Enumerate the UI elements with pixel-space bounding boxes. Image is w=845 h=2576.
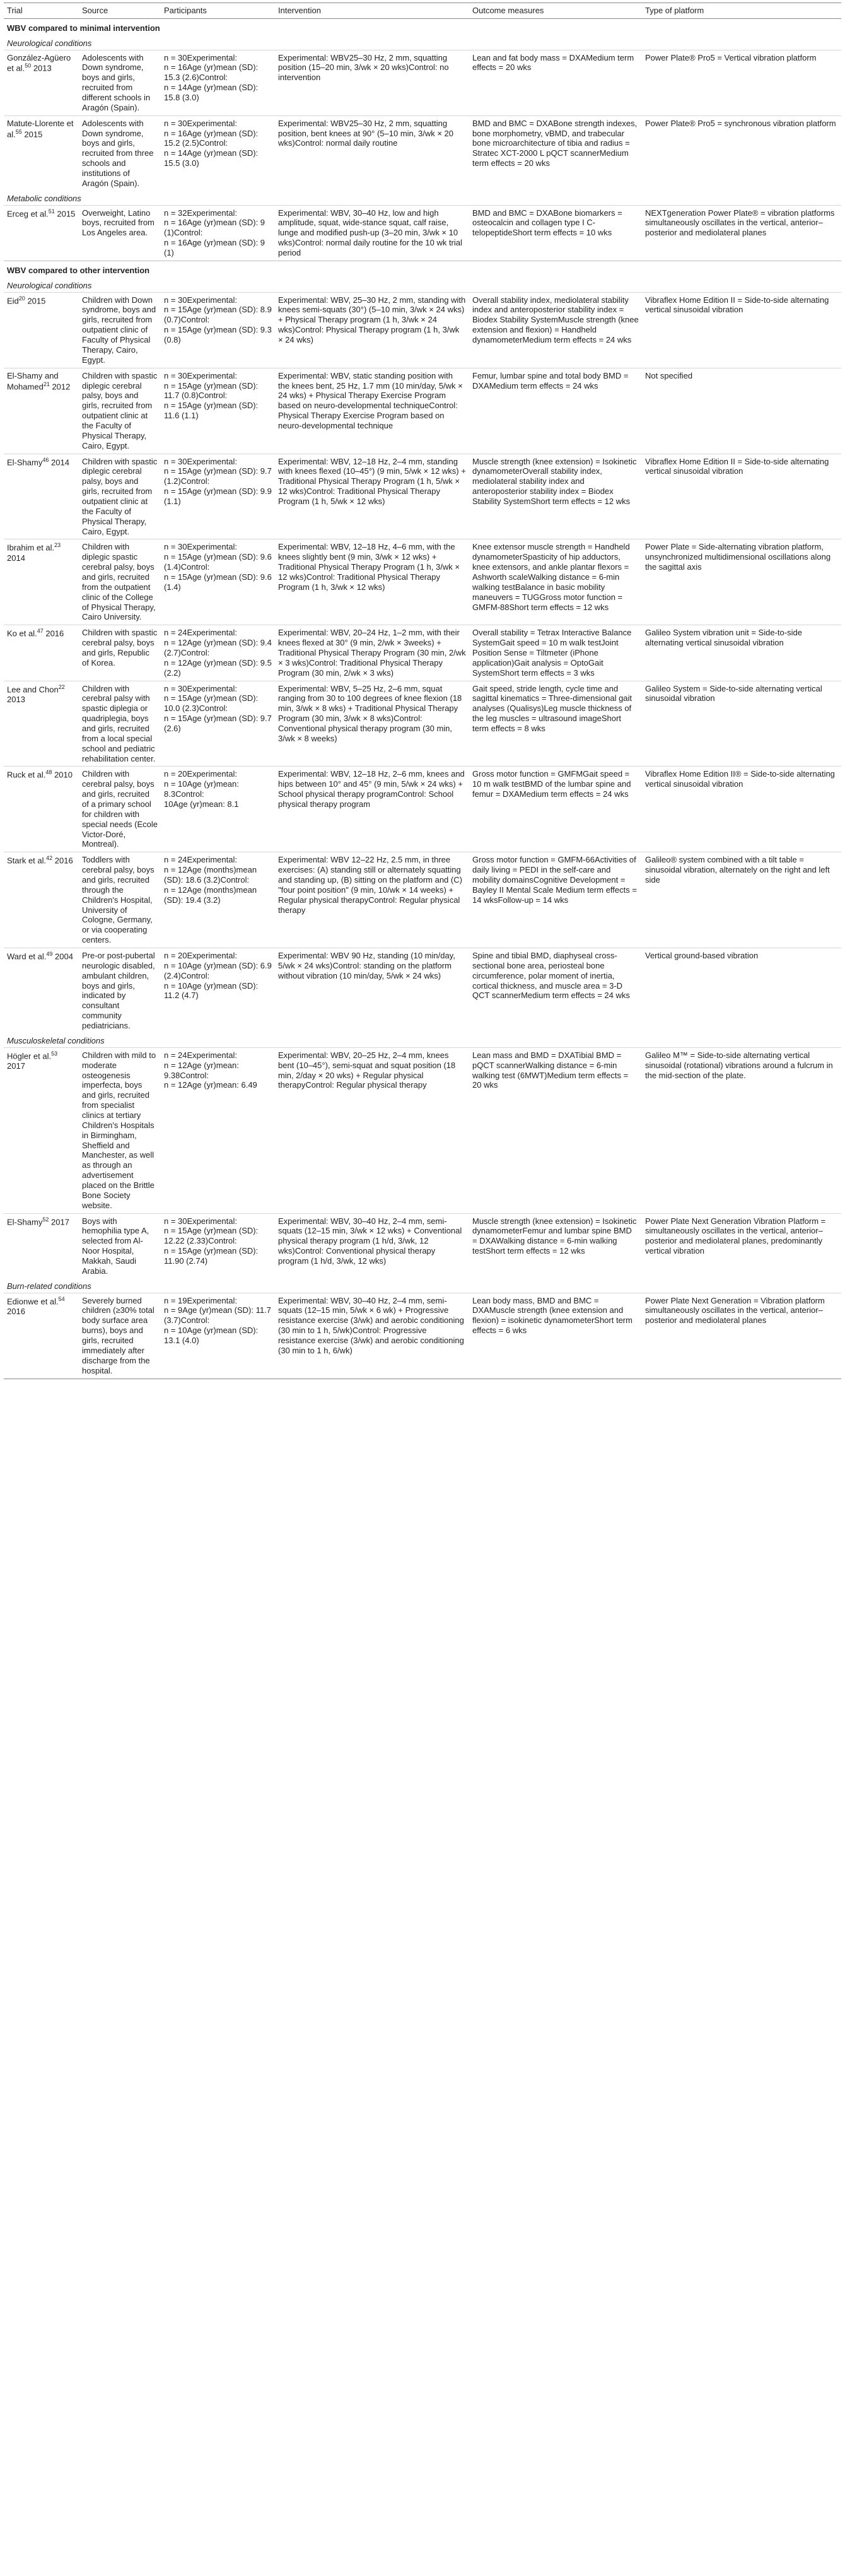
cell-outcome-measures: Lean mass and BMD = DXATibial BMD = pQCT scannerWalking distance = 6-min walking test (6MWT)Medium term effects = 20 wks	[469, 1047, 642, 1213]
trial-year: 2014	[51, 457, 69, 467]
cell-outcome-measures: Muscle strength (knee extension) = Isokinetic dynamometerOverall stability index, mediolateral stability index and anteroposterior stability index = Biodex Stability SystemShort term effects = 12 wks	[469, 454, 642, 539]
subgroup-heading-row	[4, 278, 841, 292]
participants-line: n = 15Age (yr)mean (SD): 9.3 (0.8)	[164, 325, 272, 345]
header-outcome-measures: Outcome measures	[469, 3, 642, 19]
cell-platform: Not specified	[642, 368, 841, 454]
trial-name: El-Shamy	[7, 457, 43, 467]
trial-year: 2013	[33, 63, 52, 73]
cell-platform: Power Plate® Pro5 = Vertical vibration platform	[642, 50, 841, 115]
cell-platform: Power Plate® Pro5 = synchronous vibration platform	[642, 115, 841, 191]
cell-trial	[4, 625, 79, 681]
trial-name: Ko et al.	[7, 628, 37, 638]
trial-name: Eid	[7, 295, 19, 305]
cell-outcome-measures: Lean body mass, BMD and BMC = DXAMuscle strength (knee extension and flexion) = isokinetic dynamometerShort term effects = 6 wks	[469, 1293, 642, 1378]
participants-line: n = 10Age (yr)mean (SD): 13.1 (4.0)	[164, 1326, 259, 1345]
participants-line: n = 24Experimental:	[164, 855, 237, 865]
trial-reference: 22	[58, 683, 65, 690]
cell-intervention: Experimental: WBV 90 Hz, standing (10 min/day, 5/wk × 24 wks)Control: standing on the platform without vibration (10 min/day, 5/wk × 24 wks)	[275, 948, 469, 1033]
cell-outcome-measures: BMD and BMC = DXABone biomarkers = osteocalcin and collagen type I C-telopeptideShort term effects = 10 wks	[469, 205, 642, 261]
cell-outcome-measures: BMD and BMC = DXABone strength indexes, bone morphometry, vBMD, and trabecular bone microarchitecture of tibia and radius = Stratec XCT-2000 L pQCT scannerMedium term effects = 20 wks	[469, 115, 642, 191]
subgroup-heading-row	[4, 1279, 841, 1293]
cell-participants	[161, 50, 275, 115]
trial-year: 2014	[7, 553, 25, 563]
cell-intervention: Experimental: WBV, 20–24 Hz, 1–2 mm, with their knees flexed at 30° (9 min, 2/wk × 3weeks) + Traditional Physical Therapy Program (30 min, 2/wk × 3 wks)Control: Traditional Physical Therapy Program (30 min, 2/wk × 3 wks)	[275, 625, 469, 681]
cell-outcome-measures: Spine and tibial BMD, diaphyseal cross-sectional bone area, periosteal bone circumference, polar moment of inertia, cortical thickness, and muscle area = 3-D QCT scannerMedium term effects = 24 wks	[469, 948, 642, 1033]
cell-outcome-measures: Knee extensor muscle strength = Handheld dynamometerSpasticity of hip adductors, knee extensors, and ankle plantar flexors = Ashworth scaleWalking distance = 6-min walking testBalance in basic mobility maneuvers = TUGGross motor function = GMFM-88Short term effects = 12 wks	[469, 539, 642, 625]
cell-source: Children with spastic diplegic cerebral palsy, boys and girls, recruited from outpatient clinic at the Faculty of Physical Therapy, Cairo, Egypt.	[79, 368, 161, 454]
header-participants: Participants	[161, 3, 275, 19]
subgroup-heading-row	[4, 191, 841, 205]
participants-line: n = 14Age (yr)mean (SD): 15.8 (3.0)	[164, 83, 259, 103]
participants-line: n = 30Experimental:	[164, 370, 237, 380]
cell-outcome-measures: Gross motor function = GMFM-66Activities of daily living = PEDI in the self-care and mobility domainsCognitive Development = Bayley II Mental Scale Medium term effects = 14 wksFollow-up = 14 wks	[469, 852, 642, 948]
cell-intervention: Experimental: WBV25–30 Hz, 2 mm, squatting position, bent knees at 90° (5–10 min, 3/wk × 20 wks)Control: normal daily routine	[275, 115, 469, 191]
trial-year: 2015	[24, 129, 43, 139]
participants-line: n = 16Age (yr)mean (SD): 15.3 (2.6)Control:	[164, 62, 259, 83]
cell-trial	[4, 539, 79, 625]
cell-platform: Vibraflex Home Edition II = Side-to-side alternating vertical sinusoidal vibration	[642, 454, 841, 539]
participants-line: n = 10Age (yr)mean (SD): 11.2 (4.7)	[164, 980, 259, 1001]
cell-platform: Power Plate = Side-alternating vibration platform, unsynchronized multidimensional oscillations along the sagittal axis	[642, 539, 841, 625]
trial-year: 2012	[52, 381, 71, 391]
participants-line: n = 16Age (yr)mean (SD): 9 (1)	[164, 238, 265, 258]
cell-participants	[161, 205, 275, 261]
cell-intervention: Experimental: WBV, 30–40 Hz, 2–4 mm, semi-squats (12–15 min, 3/wk × 12 wks) + Conventional physical therapy program (1 h/d, 3/wk, 12 wks)Control: Conventional physical therapy program (1 h/d, 3/wk, 12 wks)	[275, 1213, 469, 1279]
trial-name: Högler et al.	[7, 1051, 52, 1061]
trial-reference: 54	[58, 1295, 65, 1302]
trial-reference: 49	[46, 951, 53, 958]
cell-intervention: Experimental: WBV, static standing position with the knees bent, 25 Hz, 1.7 mm (10 min/day, 5/wk × 24 wks) + Physical Therapy Exercise Program based on neuro-developmental techniqueControl: Physical Therapy Exercise Program based on neuro-developmental technique	[275, 368, 469, 454]
cell-platform: Vibraflex Home Edition II® = Side-to-side alternating vertical sinusoidal vibration	[642, 767, 841, 852]
trial-year: 2016	[54, 856, 73, 866]
table-row	[4, 767, 841, 852]
cell-participants	[161, 115, 275, 191]
cell-trial	[4, 454, 79, 539]
subgroup-heading: Metabolic conditions	[7, 193, 81, 203]
participants-line: n = 15Age (yr)mean (SD): 9.6 (1.4)Control:	[164, 552, 272, 572]
participants-line: n = 30Experimental:	[164, 542, 237, 552]
table-body	[4, 18, 841, 1378]
trial-year: 2016	[7, 1306, 25, 1316]
cell-intervention: Experimental: WBV, 5–25 Hz, 2–6 mm, squat ranging from 30 to 100 degrees of knee flexion (18 min, 3/wk × 8 wks) + Traditional Physical Therapy Program (30 min, 3/wk × 8 wks)Control: Conventional physical therapy program (30 min, 3/wk × 8 weeks)	[275, 681, 469, 767]
cell-trial	[4, 852, 79, 948]
table-row	[4, 115, 841, 191]
participants-line: n = 12Age (yr)mean: 9.38Control:	[164, 1060, 239, 1080]
participants-line: n = 9Age (yr)mean (SD): 11.7 (3.7)Control:	[164, 1305, 271, 1326]
header-source: Source	[79, 3, 161, 19]
participants-line: n = 20Experimental:	[164, 951, 237, 961]
trial-year: 2004	[55, 951, 73, 962]
table-header	[4, 3, 841, 19]
cell-participants	[161, 1213, 275, 1279]
cell-participants	[161, 625, 275, 681]
participants-line: n = 16Age (yr)mean (SD): 9 (1)Control:	[164, 218, 265, 238]
cell-trial	[4, 767, 79, 852]
table-row	[4, 539, 841, 625]
cell-trial	[4, 115, 79, 191]
cell-outcome-measures: Gross motor function = GMFMGait speed = 10 m walk testBMD of the lumbar spine and femur = DXAMedium term effects = 24 wks	[469, 767, 642, 852]
participants-line: n = 12Age (yr)mean (SD): 9.5 (2.2)	[164, 657, 272, 678]
cell-source: Pre-or post-pubertal neurologic disabled, ambulant children, boys and girls, indicated by consultant community pediatricians.	[79, 948, 161, 1033]
trial-reference: 50	[25, 62, 32, 69]
trial-name: Lee and Chon	[7, 684, 59, 694]
group-heading-row	[4, 18, 841, 35]
cell-participants	[161, 681, 275, 767]
cell-outcome-measures: Femur, lumbar spine and total body BMD = DXAMedium term effects = 24 wks	[469, 368, 642, 454]
cell-source: Adolescents with Down syndrome, boys and girls, recruited from different schools in Aragón (Spain).	[79, 50, 161, 115]
trial-name: Stark et al.	[7, 856, 47, 866]
participants-line: n = 30Experimental:	[164, 118, 237, 128]
cell-trial	[4, 681, 79, 767]
participants-line: n = 15Age (yr)mean (SD): 12.22 (2.33)Control:	[164, 1226, 259, 1246]
cell-trial	[4, 50, 79, 115]
cell-outcome-measures: Muscle strength (knee extension) = Isokinetic dynamometerFemur and lumbar spine BMD = DXAWalking distance = 6-min walking testShort term effects = 12 wks	[469, 1213, 642, 1279]
group-heading-row	[4, 261, 841, 278]
participants-line: n = 30Experimental:	[164, 683, 237, 693]
trial-reference: 23	[54, 542, 61, 549]
cell-trial	[4, 205, 79, 261]
trial-name: Matute-Llorente et al.	[7, 118, 74, 139]
table-bottom-rule	[4, 1378, 841, 1379]
cell-platform: Vibraflex Home Edition II = Side-to-side alternating vertical sinusoidal vibration	[642, 292, 841, 368]
cell-intervention: Experimental: WBV, 12–18 Hz, 2–4 mm, standing with knees flexed (10–45°) (9 min, 5/wk × 12 wks) + Traditional Physical Therapy Program (1 h, 5/wk × 12 wks)Control: Traditional Physical Therapy Program (1 h, 5/wk × 12 wks)	[275, 454, 469, 539]
table-row	[4, 948, 841, 1033]
cell-source: Severely burned children (≥30% total body surface area burns), boys and girls, recruited immediately after discharge from the hospital.	[79, 1293, 161, 1378]
trial-year: 2017	[7, 1061, 25, 1071]
subgroup-heading: Musculoskeletal conditions	[7, 1035, 105, 1045]
cell-source: Overweight, Latino boys, recruited from Los Angeles area.	[79, 205, 161, 261]
cell-intervention: Experimental: WBV, 12–18 Hz, 2–6 mm, knees and hips between 10° and 45° (9 min, 5/wk × 24 wks) + School physical therapy programControl: School physical therapy program	[275, 767, 469, 852]
subgroup-heading: Neurological conditions	[7, 280, 92, 290]
table-row	[4, 205, 841, 261]
cell-platform: Galileo System vibration unit = Side-to-side alternating vertical sinusoidal vibration	[642, 625, 841, 681]
cell-participants	[161, 852, 275, 948]
header-trial: Trial	[4, 3, 79, 19]
participants-line: n = 15Age (yr)mean (SD): 9.6 (1.4)	[164, 572, 272, 592]
trial-reference: 21	[43, 380, 50, 387]
participants-line: n = 15Age (yr)mean (SD): 11.7 (0.8)Control:	[164, 380, 259, 401]
cell-trial	[4, 368, 79, 454]
trial-year: 2015	[27, 295, 46, 305]
cell-intervention: Experimental: WBV, 30–40 Hz, low and high amplitude, squat, wide-stance squat, calf raise, lunge and modified push-up (3–20 min, 3/wk × 10 wks)Control: normal daily routine for the 10 wk trial period	[275, 205, 469, 261]
subgroup-heading: Neurological conditions	[7, 38, 92, 48]
participants-line: n = 15Age (yr)mean (SD): 9.9 (1.1)	[164, 486, 272, 506]
cell-source: Adolescents with Down syndrome, boys and girls, recruited from three schools and institutions of Aragón (Spain).	[79, 115, 161, 191]
participants-line: n = 30Experimental:	[164, 1216, 237, 1226]
cell-platform: Galileo® system combined with a tilt table = sinusoidal vibration, alternately on the right and left side	[642, 852, 841, 948]
cell-intervention: Experimental: WBV25–30 Hz, 2 mm, squatting position (15–20 min, 3/wk × 20 wks)Control: no intervention	[275, 50, 469, 115]
cell-trial	[4, 1213, 79, 1279]
trial-year: 2015	[57, 208, 76, 218]
table-row	[4, 50, 841, 115]
participants-line: n = 15Age (yr)mean (SD): 11.90 (2.74)	[164, 1246, 259, 1266]
header-row	[4, 3, 841, 19]
trial-reference: 53	[51, 1050, 58, 1057]
cell-source: Children with spastic cerebral palsy, boys and girls, Republic of Korea.	[79, 625, 161, 681]
participants-line: n = 30Experimental:	[164, 295, 237, 305]
participants-line: n = 30Experimental:	[164, 456, 237, 466]
participants-line: n = 15Age (yr)mean (SD): 9.7 (1.2)Control:	[164, 466, 272, 486]
cell-participants	[161, 767, 275, 852]
table-row	[4, 292, 841, 368]
table-row	[4, 368, 841, 454]
trial-reference: 48	[45, 769, 52, 776]
cell-platform: Power Plate Next Generation Vibration Platform = simultaneously oscillates in the vertical, anterior–posterior and mediolateral planes, predominantly vertical vibration	[642, 1213, 841, 1279]
cell-outcome-measures: Lean and fat body mass = DXAMedium term effects = 20 wks	[469, 50, 642, 115]
trial-name: Edionwe et al.	[7, 1296, 59, 1306]
cell-intervention: Experimental: WBV, 25–30 Hz, 2 mm, standing with knees semi-squats (30°) (5–10 min, 3/wk × 24 wks) + Physical Therapy program (1 h, 3/wk × 24 wks)Control: Physical Therapy program (1 h, 3/wk × 24 wks)	[275, 292, 469, 368]
cell-trial	[4, 948, 79, 1033]
participants-line: n = 15Age (yr)mean (SD): 8.9 (0.7)Control:	[164, 305, 272, 325]
trial-name: Erceg et al.	[7, 208, 49, 218]
subgroup-heading-row	[4, 1033, 841, 1047]
participants-line: n = 15Age (yr)mean (SD): 10.0 (2.3)Control:	[164, 693, 259, 714]
participants-line: n = 16Age (yr)mean (SD): 15.2 (2.5)Control:	[164, 128, 259, 148]
group-heading: WBV compared to other intervention	[4, 261, 841, 278]
participants-line: n = 15Age (yr)mean (SD): 11.6 (1.1)	[164, 401, 259, 421]
participants-line: n = 15Age (yr)mean (SD): 9.7 (2.6)	[164, 714, 272, 733]
cell-platform: Galileo System = Side-to-side alternating vertical sinusoidal vibration	[642, 681, 841, 767]
subgroup-heading-row	[4, 36, 841, 50]
participants-line: n = 12Age (months)mean (SD): 19.4 (3.2)	[164, 885, 257, 905]
participants-line: n = 10Age (yr)mean: 8.3Control:	[164, 779, 239, 799]
cell-source: Children with Down syndrome, boys and girls, recruited from outpatient clinic of Faculty of Physical Therapy, Cairo, Egypt.	[79, 292, 161, 368]
cell-participants	[161, 948, 275, 1033]
cell-participants	[161, 292, 275, 368]
table-row	[4, 454, 841, 539]
cell-source: Toddlers with cerebral palsy, boys and girls, recruited through the Children's Hospital, University of Cologne, Germany, or via cooperating centers.	[79, 852, 161, 948]
trial-year: 2016	[45, 628, 64, 638]
participants-line: n = 12Age (yr)mean: 6.49	[164, 1080, 257, 1090]
trial-reference: 52	[42, 1216, 49, 1223]
cell-intervention: Experimental: WBV 12–22 Hz, 2.5 mm, in three exercises: (A) standing still or alternately squatting and standing up, (B) sitting on the platform and (C) "four point position" (9 min, 10/wk × 14 weeks) + Regular physical therapyControl: Regular physical therapy	[275, 852, 469, 948]
header-intervention: Intervention	[275, 3, 469, 19]
participants-line: n = 10Age (yr)mean (SD): 6.9 (2.4)Control:	[164, 960, 272, 980]
trial-name: Ibrahim et al.	[7, 543, 55, 553]
trial-reference: 46	[42, 456, 49, 463]
cell-source: Children with mild to moderate osteogenesis imperfecta, boys and girls, recruited from specialist clinics at tertiary Children's Hospitals in Birmingham, Sheffield and Manchester, as well as through an advertisement placed on the Brittle Bone Society website.	[79, 1047, 161, 1213]
trial-reference: 20	[18, 295, 25, 302]
cell-platform: Power Plate Next Generation = Vibration platform simultaneously oscillates in the vertical, anterior–posterior and mediolateral planes	[642, 1293, 841, 1378]
cell-intervention: Experimental: WBV, 20–25 Hz, 2–4 mm, knees bent (10–45°), semi-squat and squat position (18 min, 2/day × 20 wks) + Regular physical therapyControl: Regular physical therapy	[275, 1047, 469, 1213]
subgroup-heading: Burn-related conditions	[7, 1281, 91, 1291]
cell-participants	[161, 539, 275, 625]
trial-name: El-Shamy	[7, 1216, 43, 1226]
table-row	[4, 1293, 841, 1378]
cell-trial	[4, 292, 79, 368]
participants-line: n = 24Experimental:	[164, 628, 237, 638]
cell-participants	[161, 454, 275, 539]
cell-outcome-measures: Overall stability = Tetrax Interactive Balance SystemGait speed = 10 m walk testJoint Position Sense = Tiltmeter (iPhone application)Gait analysis = OptoGait SystemShort term effects = 3 wks	[469, 625, 642, 681]
participants-line: n = 20Experimental:	[164, 769, 237, 779]
trial-reference: 55	[15, 128, 22, 135]
table-row	[4, 852, 841, 948]
cell-intervention: Experimental: WBV, 12–18 Hz, 4–6 mm, with the knees slightly bent (9 min, 3/wk × 12 wks) + Traditional Physical Therapy Program (1 h, 3/wk × 12 wks)Control: Traditional Physical Therapy Program (1 h, 3/wk × 12 wks)	[275, 539, 469, 625]
participants-line: n = 32Experimental:	[164, 208, 237, 218]
cell-outcome-measures: Gait speed, stride length, cycle time and sagittal kinematics = Three-dimensional gait analyses (Qualisys)Leg muscle thickness of the leg muscles = ultrasound imageShort term effects = 8 wks	[469, 681, 642, 767]
trial-reference: 47	[37, 628, 44, 635]
cell-source: Children with diplegic spastic cerebral palsy, boys and girls, recruited from the outpatient clinic of the College of Physical Therapy, Cairo University.	[79, 539, 161, 625]
participants-line: n = 24Experimental:	[164, 1050, 237, 1060]
cell-outcome-measures: Overall stability index, mediolateral stability index and anteroposterior stability index = Biodex Stability SystemMuscle strength (knee extension and flexion) = Handheld dynamometerMedium term effects = 24 wks	[469, 292, 642, 368]
table-row	[4, 681, 841, 767]
trial-year: 2010	[54, 770, 73, 780]
cell-intervention: Experimental: WBV, 30–40 Hz, 2–4 mm, semi-squats (12–15 min, 5/wk × 6 wk) + Progressive resistance exercise (3/wk) and aerobic conditioning (30 min to 1 h, 5/wk)Control: Progressive resistance exercise (3/wk) and aerobic conditioning (30 min to 1 h, 6/wk)	[275, 1293, 469, 1378]
cell-source: Children with cerebral palsy with spastic diplegia or quadriplegia, boys and girls, recruited from a local special school and pediatric rehabilitation center.	[79, 681, 161, 767]
cell-platform: Galileo M™ = Side-to-side alternating vertical sinusoidal (rotational) vibrations around a fulcrum in the mid-section of the plate.	[642, 1047, 841, 1213]
trial-year: 2017	[51, 1216, 69, 1226]
cell-source: Boys with hemophilia type A, selected from Al-Noor Hospital, Makkah, Saudi Arabia.	[79, 1213, 161, 1279]
cell-source: Children with spastic diplegic cerebral palsy, boys and girls, recruited from outpatient clinic at the Faculty of Physical Therapy, Cairo, Egypt.	[79, 454, 161, 539]
participants-line: n = 19Experimental:	[164, 1295, 237, 1305]
table-row	[4, 1213, 841, 1279]
studies-table	[4, 3, 841, 1378]
participants-line: n = 12Age (months)mean (SD): 18.6 (3.2)Control:	[164, 865, 257, 885]
cell-participants	[161, 368, 275, 454]
trial-name: Ruck et al.	[7, 770, 46, 780]
cell-participants	[161, 1293, 275, 1378]
cell-platform: Vertical ground-based vibration	[642, 948, 841, 1033]
cell-trial	[4, 1047, 79, 1213]
table-row	[4, 1047, 841, 1213]
trial-reference: 51	[48, 208, 55, 215]
trial-year: 2013	[7, 694, 25, 704]
table-row	[4, 625, 841, 681]
participants-line: n = 14Age (yr)mean (SD): 15.5 (3.0)	[164, 148, 259, 168]
participants-line: n = 30Experimental:	[164, 52, 237, 62]
header-type-of-platform: Type of platform	[642, 3, 841, 19]
cell-participants	[161, 1047, 275, 1213]
participants-line: n = 12Age (yr)mean (SD): 9.4 (2.7)Control:	[164, 638, 272, 657]
participants-line: 10Age (yr)mean: 8.1	[164, 799, 239, 809]
trial-name: González-Agüero et al.	[7, 52, 71, 73]
group-heading: WBV compared to minimal intervention	[4, 18, 841, 35]
cell-trial	[4, 1293, 79, 1378]
trial-name: Ward et al.	[7, 951, 47, 962]
trial-name: El-Shamy and Mohamed	[7, 370, 59, 391]
cell-source: Children with cerebral palsy, boys and girls, recruited of a primary school for children with special needs (Ecole Victor-Doré, Montreal).	[79, 767, 161, 852]
trial-reference: 42	[46, 855, 53, 862]
cell-platform: NEXTgeneration Power Plate® = vibration platforms simultaneously oscillates in the vertical, anterior–posterior and mediolateral planes	[642, 205, 841, 261]
